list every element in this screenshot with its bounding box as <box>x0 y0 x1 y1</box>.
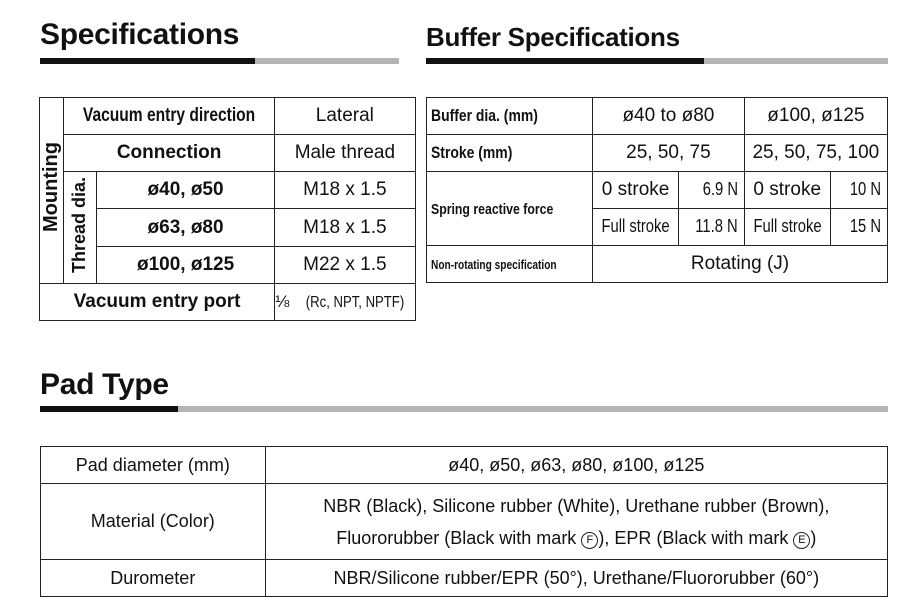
stroke-label: Stroke (mm) <box>431 143 513 162</box>
vacuum-entry-direction-label: Vacuum entry direction <box>82 105 256 127</box>
pad-title: Pad Type <box>40 368 169 401</box>
mounting-cell <box>40 98 64 284</box>
material-epr-text: ), EPR (Black with mark <box>598 527 789 548</box>
stroke-a: 25, 50, 75 <box>593 135 745 172</box>
specifications-table <box>39 97 416 321</box>
buffer-title: Buffer Specifications <box>426 22 680 52</box>
zero-stroke-b: 0 stroke <box>744 172 830 209</box>
specifications-rule <box>40 58 399 64</box>
zero-stroke-a: 0 stroke <box>593 172 679 209</box>
force-a-full: 11.8 N <box>695 216 738 236</box>
connection-label: Connection <box>64 135 275 172</box>
pad-table <box>40 446 888 597</box>
port-fraction: ⅛ <box>275 291 290 311</box>
buffer-dia-label: Buffer dia. (mm) <box>431 106 538 125</box>
stroke-b: 25, 50, 75, 100 <box>744 135 887 172</box>
buffer-dia-b: ø100, ø125 <box>744 98 887 135</box>
port-standards: (Rc, NPT, NPTF) <box>305 293 404 311</box>
mounting-label: Mounting <box>40 142 62 233</box>
mark-e-icon: E <box>793 532 810 549</box>
non-rotating-label: Non-rotating specification <box>431 257 557 272</box>
specifications-title: Specifications <box>40 18 240 51</box>
material-value <box>265 484 887 560</box>
thread-63-80-label: ø63, ø80 <box>96 209 274 246</box>
thread-63-80-value: M18 x 1.5 <box>275 209 415 246</box>
thread-dia-cell <box>64 172 97 283</box>
spring-force-label: Spring reactive force <box>431 200 554 218</box>
buffer-rule <box>426 58 888 64</box>
material-line-1: NBR (Black), Silicone rubber (White), Urethane rubber (Brown), <box>323 495 830 516</box>
force-b-full: 15 N <box>849 216 881 236</box>
connection-value: Male thread <box>275 135 415 172</box>
durometer-label: Durometer <box>41 560 266 597</box>
thread-40-50-value: M18 x 1.5 <box>275 172 415 209</box>
force-b-zero: 10 N <box>849 179 881 199</box>
vacuum-entry-port-value <box>275 283 415 320</box>
vacuum-entry-port-label: Vacuum entry port <box>40 283 275 320</box>
thread-40-50-label: ø40, ø50 <box>96 172 274 209</box>
full-stroke-b: Full stroke <box>753 216 822 236</box>
thread-dia-label: Thread dia. <box>69 176 90 273</box>
buffer-table <box>426 97 888 283</box>
pad-diameter-label: Pad diameter (mm) <box>41 447 266 484</box>
pad-diameter-value: ø40, ø50, ø63, ø80, ø100, ø125 <box>265 447 887 484</box>
force-a-zero: 6.9 N <box>702 179 738 199</box>
vacuum-entry-direction-value: Lateral <box>275 98 415 135</box>
non-rotating-value: Rotating (J) <box>593 246 888 283</box>
material-fluoro-text: Fluororubber (Black with mark <box>336 527 577 548</box>
thread-100-125-label: ø100, ø125 <box>96 246 274 283</box>
durometer-value: NBR/Silicone rubber/EPR (50°), Urethane/Fluororubber (60°) <box>265 560 887 597</box>
material-close-paren: ) <box>810 527 817 548</box>
mark-f-icon: F <box>581 532 598 549</box>
pad-rule <box>40 406 888 412</box>
material-label: Material (Color) <box>41 484 266 560</box>
buffer-dia-a: ø40 to ø80 <box>593 98 745 135</box>
material-line-2 <box>266 522 887 554</box>
thread-100-125-value: M22 x 1.5 <box>275 246 415 283</box>
full-stroke-a: Full stroke <box>601 216 670 236</box>
